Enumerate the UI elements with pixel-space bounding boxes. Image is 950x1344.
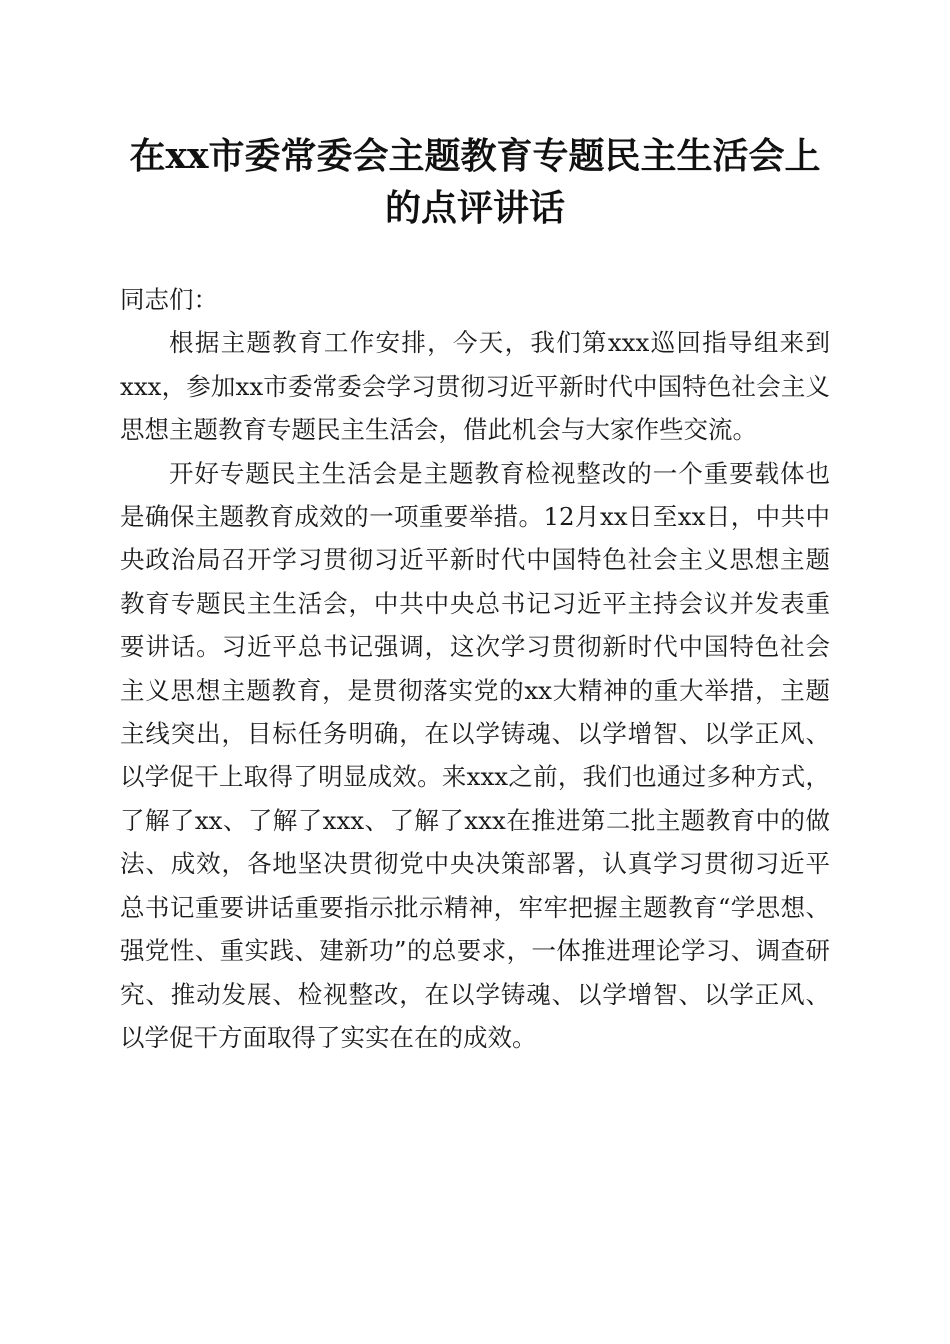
salutation: 同志们： bbox=[120, 285, 218, 314]
document-title bbox=[100, 130, 850, 234]
paragraph-1: 根据主题教育工作安排，今天，我们第xxx巡回指导组来到xxx，参加xx市委常委会学习贯彻习近平新时代中国特色社会主义思想主题教育专题民主生活会，借此机会与大家作些交流。 bbox=[120, 328, 830, 445]
document-body bbox=[120, 278, 830, 1059]
title-line-2: 的点评讲话 bbox=[384, 187, 565, 229]
paragraph-2: 开好专题民主生活会是主题教育检视整改的一个重要载体也是确保主题教育成效的一项重要举措。12月xx日至xx日，中共中央政治局召开学习贯彻习近平新时代中国特色社会主义思想主题教育专题民主生活会，中共中央总书记习近平主持会议并发表重要讲话。习近平总书记强调，这次学习贯彻新时代中国特色社会主义思想主题教育，是贯彻落实党的xx大精神的重大举措，主题主线突出，目标任务明确，在以学铸魂、以学增智、以学正风、以学促干上取得了明显成效。来xxx之前，我们也通过多种方式，了解了xx、了解了xxx、了解了xxx在推进第二批主题教育中的做法、成效，各地坚决贯彻党中央决策部署，认真学习贯彻习近平总书记重要讲话重要指示批示精神，牢牢把握主题教育“学思想、强党性、重实践、建新功”的总要求，一体推进理论学习、调查研究、推动发展、检视整改，在以学铸魂、以学增智、以学正风、以学促干方面取得了实实在在的成效。 bbox=[120, 458, 830, 1052]
title-line-1: 在xx市委常委会主题教育专题民主生活会上 bbox=[129, 135, 821, 177]
